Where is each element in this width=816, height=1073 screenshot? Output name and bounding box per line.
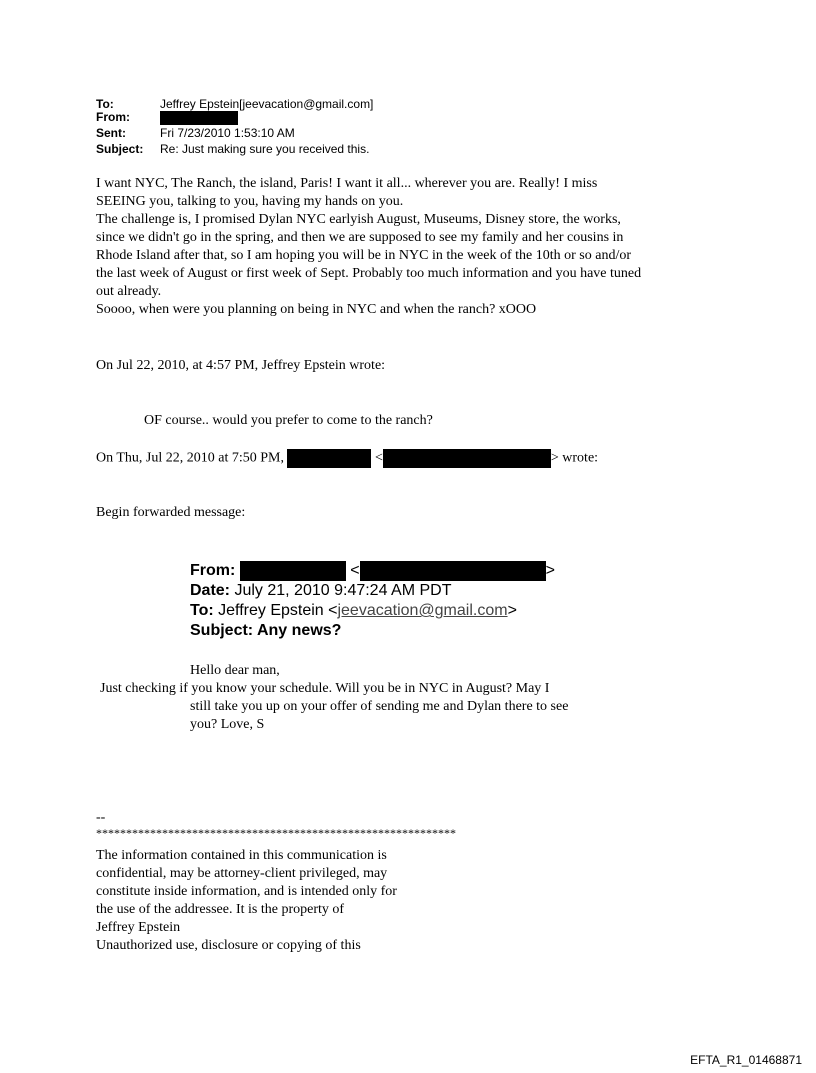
sent-label: Sent: (96, 126, 126, 140)
fwd-to-close: > (507, 602, 517, 620)
forwarded-header (190, 561, 750, 641)
message-line: I want NYC, The Ranch, the island, Paris! I want it all... wherever you are. Really! I miss (96, 176, 598, 191)
fwd-to-name: Jeffrey Epstein < (218, 602, 338, 620)
subject-value: Re: Just making sure you received this. (160, 142, 370, 156)
fwd-body-line1: Just checking if you know your schedule. Will you be in NYC in August? May I (100, 681, 550, 696)
fwd-greeting: Hello dear man, (190, 663, 280, 678)
signature-stars: ************************************************************ (96, 826, 456, 840)
fwd-to-label: To: (190, 602, 214, 620)
fwd-from-label: From: (190, 562, 236, 580)
quote2-lt: < (374, 450, 383, 466)
fwd-to-row (190, 601, 750, 621)
begin-forwarded: Begin forwarded message: (96, 505, 246, 520)
message-line: Rhode Island after that, so I am hoping you will be in NYC in the week of the 10th or so and/or (96, 248, 632, 263)
message-line: the last week of August or first week of Sept. Probably too much information and you have tuned (96, 266, 642, 281)
document-id: EFTA_R1_01468871 (690, 1053, 802, 1067)
disclaimer-line: the use of the addressee. It is the property of (96, 902, 345, 917)
signature-dashes: -- (96, 810, 106, 825)
fwd-from-gt: > (545, 562, 555, 580)
from-row (96, 111, 238, 125)
fwd-body-line2: still take you up on your offer of sending me and Dylan there to see (190, 699, 569, 714)
fwd-date-row (190, 581, 750, 601)
to-row (96, 98, 373, 111)
quote2-intro (96, 449, 598, 468)
subject-row (96, 143, 369, 156)
redaction-sender-email (383, 449, 551, 468)
disclaimer-text (96, 847, 476, 955)
fwd-from-row (190, 561, 750, 581)
disclaimer-line: The information contained in this communication is (96, 848, 387, 863)
fwd-date-value: July 21, 2010 9:47:24 AM PDT (234, 582, 452, 600)
subject-label: Subject: (96, 142, 144, 156)
fwd-from-lt: < (350, 562, 360, 580)
message-line: out already. (96, 284, 162, 299)
message-line: since we didn't go in the spring, and then we are supposed to see my family and her cousins in (96, 230, 624, 245)
fwd-body-line3: you? Love, S (190, 717, 265, 732)
fwd-to-email-link[interactable]: jeevacation@gmail.com (337, 602, 508, 620)
message-line: The challenge is, I promised Dylan NYC earlyish August, Museums, Disney store, the works, (96, 212, 621, 227)
quote1-text: OF course.. would you prefer to come to the ranch? (144, 413, 433, 428)
fwd-subject-row: Subject: Any news? (190, 622, 342, 640)
from-label: From: (96, 110, 130, 125)
message-body (96, 175, 736, 319)
redaction-from (160, 111, 238, 125)
quote2-wrote: > wrote: (550, 450, 599, 466)
disclaimer-line: Jeffrey Epstein (96, 920, 181, 935)
to-value: Jeffrey Epstein[jeevacation@gmail.com] (160, 97, 374, 111)
sent-row (96, 127, 295, 140)
disclaimer-line: Unauthorized use, disclosure or copying of this (96, 938, 361, 953)
sent-value: Fri 7/23/2010 1:53:10 AM (160, 126, 295, 140)
redaction-sender-name (287, 449, 371, 468)
fwd-date-label: Date: (190, 582, 231, 600)
quote2-intro-start: On Thu, Jul 22, 2010 at 7:50 PM, (96, 450, 284, 466)
quote1-intro: On Jul 22, 2010, at 4:57 PM, Jeffrey Epstein wrote: (96, 358, 386, 373)
message-line: SEEING you, talking to you, having my hands on you. (96, 194, 404, 209)
message-line: Soooo, when were you planning on being in NYC and when the ranch? xOOO (96, 302, 537, 317)
disclaimer-line: constitute inside information, and is intended only for (96, 884, 397, 899)
redaction-fwd-from-email (360, 561, 546, 581)
redaction-fwd-from-name (240, 561, 346, 581)
disclaimer-line: confidential, may be attorney-client privileged, may (96, 866, 388, 881)
to-label: To: (96, 97, 114, 111)
